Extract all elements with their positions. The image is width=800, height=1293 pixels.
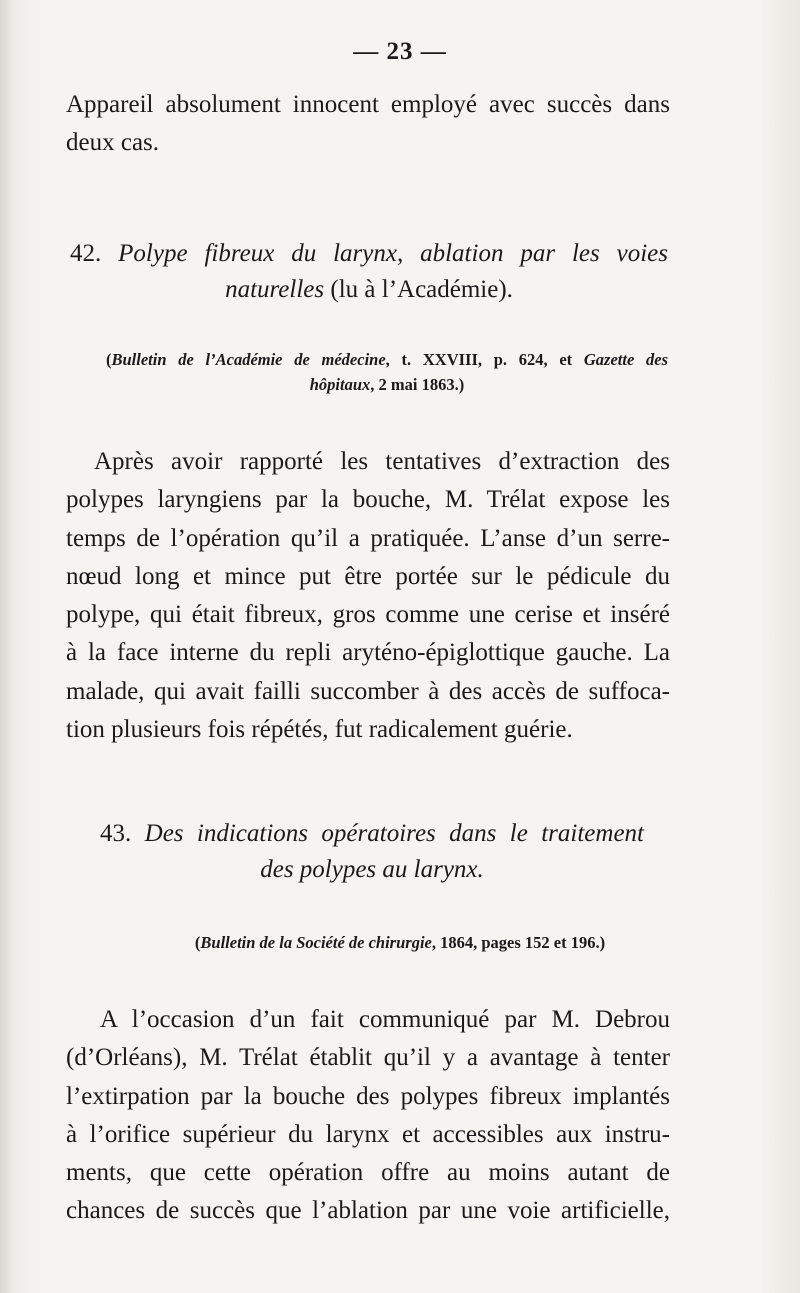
citation-line: (Bulletin de la Société de chirurgie, 1864, pages 152 et 196.) [194, 933, 606, 952]
text-line: polypes laryngiens par la bouche, M. Trélat expose les [66, 486, 670, 514]
heading-title: naturelles [225, 276, 325, 303]
text-line: tion plusieurs fois répétés, fut radicalement guérie. [66, 716, 573, 744]
section-number: 42. [70, 240, 102, 267]
section-heading-42 [70, 236, 668, 308]
citation-line: hôpitaux, 2 mai 1863.) [309, 375, 465, 394]
section-body-43 [66, 1001, 670, 1231]
section-heading-43 [100, 816, 644, 888]
text-line: ments, que cette opération offre au moins autant de [66, 1159, 670, 1187]
text-line: nœud long et mince put être portée sur le pédicule du [66, 562, 670, 590]
text-line: A l’occasion d’un fait communiqué par M. Debrou [100, 1006, 670, 1033]
citation-43 [80, 930, 720, 955]
opening-paragraph [66, 86, 670, 163]
text-line: temps de l’opération qu’il a pratiquée. L’anse d’un serre- [66, 524, 670, 552]
citation-42 [106, 347, 668, 397]
text-line: l’extirpation par la bouche des polypes fibreux implantés [66, 1082, 670, 1110]
text-line: (d’Orléans), M. Trélat établit qu’il y a avantage à tenter [66, 1044, 670, 1072]
heading-title: Polype fibreux du larynx, ablation par les voies [118, 240, 668, 267]
journal-title: Bulletin de la Société de chirurgie [200, 933, 432, 952]
heading-line [70, 236, 668, 272]
text-line: à l’orifice supérieur du larynx et accessibles aux instru- [66, 1120, 670, 1148]
heading-line [100, 816, 644, 852]
text-line: malade, qui avait failli succomber à des accès de suffoca- [66, 677, 670, 705]
journal-title: hôpitaux [309, 375, 371, 394]
text-line: polype, qui était fibreux, gros comme une cerise et inséré [66, 601, 670, 629]
journal-title: Bulletin de l’Académie de médecine [111, 350, 386, 369]
text-line: Appareil absolument innocent employé avec succès dans [66, 91, 670, 118]
citation-line: (Bulletin de l’Académie de médecine, t. XXVIII, p. 624, et Gazette des [106, 350, 669, 369]
heading-title: des polypes au larynx. [260, 856, 484, 883]
section-body-42 [66, 443, 670, 749]
section-number: 43. [100, 820, 132, 847]
text-line: chances de succès que l’ablation par une voie artificielle, [66, 1197, 670, 1225]
text-line: deux cas. [66, 129, 160, 157]
text-line: à la face interne du repli aryténo-épiglottique gauche. La [66, 639, 670, 667]
heading-note: (lu à l’Académie). [324, 276, 513, 303]
page-number: — 23 — [353, 38, 447, 65]
text-line: Après avoir rapporté les tentatives d’extraction des [94, 448, 670, 475]
heading-title: Des indications opératoires dans le traitement [144, 820, 644, 847]
heading-line [70, 272, 668, 308]
journal-title: Gazette des [583, 350, 669, 369]
heading-line [100, 852, 644, 888]
